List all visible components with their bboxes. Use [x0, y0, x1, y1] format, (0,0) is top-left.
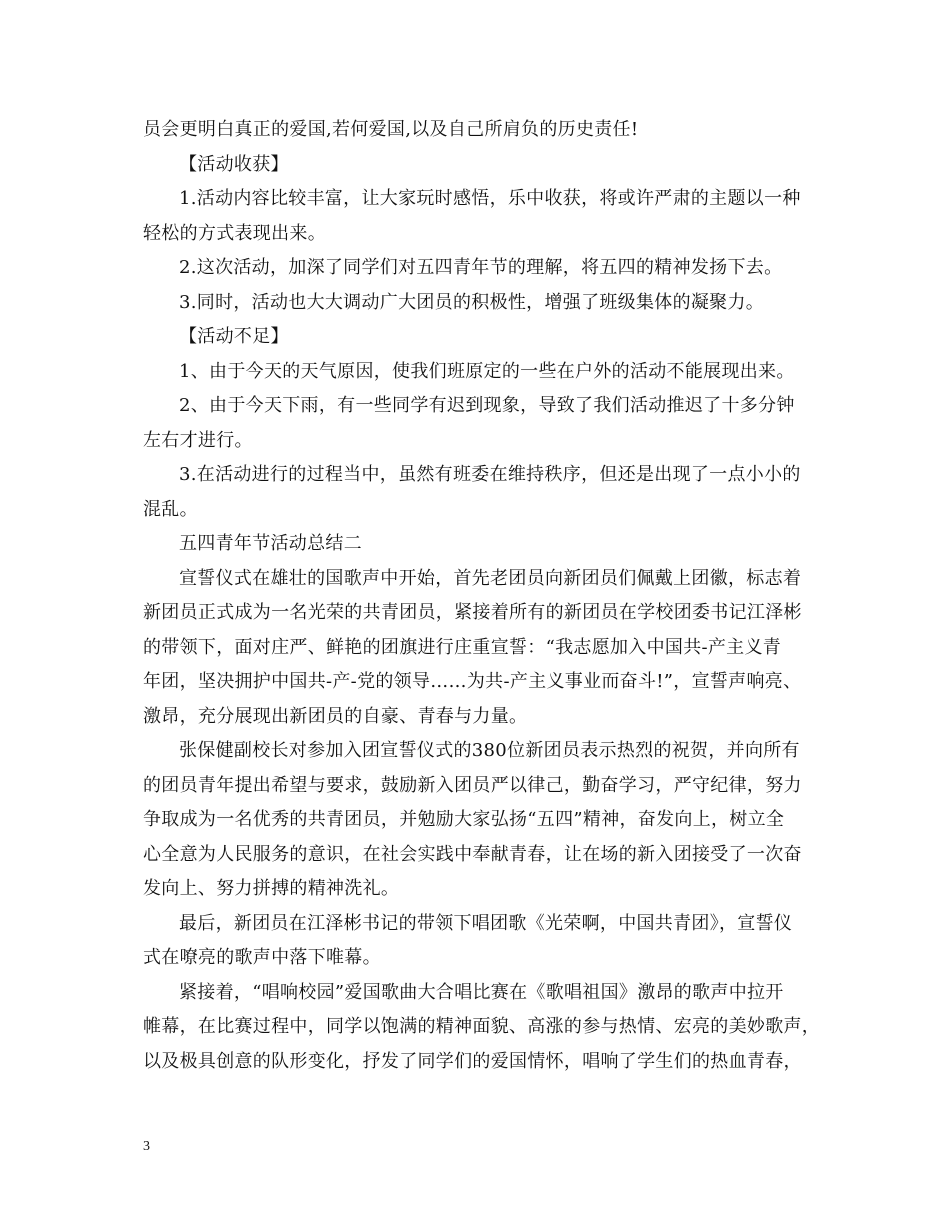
- text-line: 混乱。: [143, 498, 198, 520]
- text-line: 3.在活动进行的过程当中，虽然有班委在维持秩序，但还是出现了一点小小的: [179, 464, 801, 485]
- text-line: 争取成为一名优秀的共青团员，并勉励大家弘扬“五四”精神，奋发向上，树立全: [143, 809, 785, 830]
- text-line: 【活动不足】: [179, 326, 289, 347]
- text-line: 心全意为人民服务的意识，在社会实践中奉献青春，让在场的新入团接受了一次奋: [143, 843, 802, 865]
- text-line: 发向上、努力拼搏的精神洗礼。: [143, 878, 400, 899]
- text-line: 最后，新团员在江泽彬书记的带领下唱团歌《光荣啊，中国共青团》，宣誓仪: [179, 912, 793, 934]
- text-line: 【活动收获】: [179, 153, 289, 175]
- text-line: 以及极具创意的队形变化，抒发了同学们的爱国情怀，唱响了学生们的热血青春，: [143, 1050, 802, 1072]
- text-line: 宣誓仪式在雄壮的国歌声中开始，首先老团员向新团员们佩戴上团徽，标志着: [179, 567, 802, 589]
- text-line: 轻松的方式表现出来。: [143, 222, 326, 244]
- text-line: 激昂，充分展现出新团员的自豪、青春与力量。: [143, 705, 528, 727]
- text-line: 年团，坚决拥护中国共-产-党的领导……为共-产主义事业而奋斗!”，宣誓声响亮、: [143, 671, 802, 692]
- text-line: 3.同时，活动也大大调动广大团员的积极性，增强了班级集体的凝聚力。: [179, 291, 765, 313]
- text-line: 张保健副校长对参加入团宣誓仪式的380位新团员表示热烈的祝贺，并向所有: [179, 740, 800, 761]
- text-line: 左右才进行。: [143, 429, 253, 451]
- text-line: 紧接着，“唱响校园”爱国歌曲大合唱比赛在《歌唱祖国》激昂的歌声中拉开: [179, 981, 784, 1003]
- text-line: 新团员正式成为一名光荣的共青团员，紧接着所有的新团员在学校团委书记江泽彬: [143, 602, 802, 623]
- text-line: 的带领下，面对庄严、鲜艳的团旗进行庄重宣誓：“我志愿加入中国共-产主义青: [143, 636, 782, 658]
- text-line: 2.这次活动，加深了同学们对五四青年节的理解，将五四的精神发扬下去。: [179, 257, 783, 278]
- text-line: 1.活动内容比较丰富，让大家玩时感悟，乐中收获，将或许严肃的主题以一种: [179, 188, 801, 209]
- text-line: 的团员青年提出希望与要求，鼓励新入团员严以律己，勤奋学习，严守纪律，努力: [143, 774, 802, 796]
- text-line: 2、由于今天下雨，有一些同学有迟到现象，导致了我们活动推迟了十多分钟: [179, 395, 795, 416]
- text-line: 五四青年节活动总结二: [179, 533, 362, 554]
- body-text: [143, 113, 823, 1079]
- page-number: 3: [143, 1139, 150, 1154]
- text-line: 帷幕，在比赛过程中，同学以饱满的精神面貌、高涨的参与热情、宏亮的美妙歌声，: [143, 1016, 821, 1037]
- text-line: 员会更明白真正的爱国,若何爱国,以及自己所肩负的历史责任!: [143, 119, 639, 140]
- text-line: 式在嘹亮的歌声中落下唯幕。: [143, 947, 381, 968]
- text-line: 1、由于今天的天气原因，使我们班原定的一些在户外的活动不能展现出来。: [179, 360, 795, 382]
